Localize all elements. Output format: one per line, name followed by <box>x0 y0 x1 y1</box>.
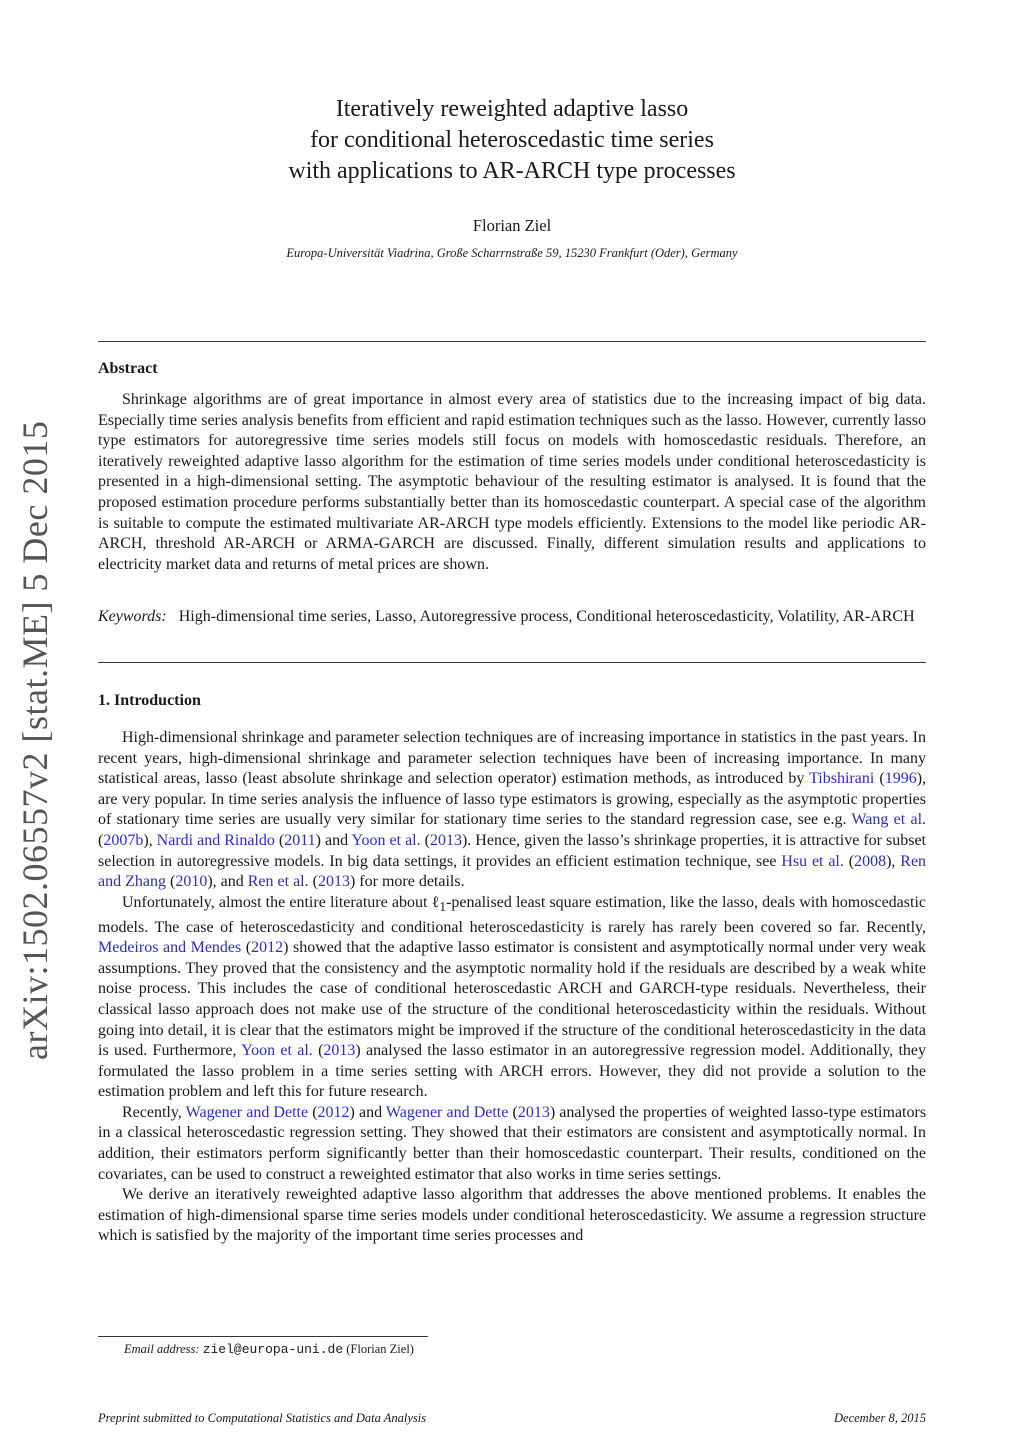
citation-link[interactable]: Nardi and Rinaldo <box>156 831 275 849</box>
intro-paragraph-3: Recently, Wagener and Dette (2012) and Wagener and Dette (2013) analysed the properties of weighted lasso-type estimators in a classical heteroscedastic regression setting. They showed that their estimators are consistent and asymptotically normal. In addition, their estimators perform significantly better than their homoscedastic counterpart. Their results, conditioned on the covariates, can be used to construct a reweighted estimator that also works in time series settings. <box>98 1103 927 1183</box>
citation-link[interactable]: 2011 <box>284 831 316 849</box>
citation-link[interactable]: 2008 <box>854 852 887 870</box>
intro-body <box>98 728 926 1247</box>
citation-link[interactable]: Yoon et al. <box>241 1042 313 1060</box>
top-rule <box>98 341 926 342</box>
arxiv-stamp: arXiv:1502.06557v2 [stat.ME] 5 Dec 2015 <box>15 420 55 1060</box>
email-link[interactable]: ziel@europa-uni.de <box>202 1342 344 1357</box>
title-line: for conditional heteroscedastic time series <box>310 127 714 153</box>
citation-link[interactable]: Wang et al. <box>851 811 927 829</box>
paper-title <box>98 94 926 187</box>
citation-link[interactable]: Medeiros and Mendes <box>98 939 242 957</box>
citation-link[interactable]: 1996 <box>884 770 917 788</box>
page-footer <box>98 1411 926 1426</box>
footer-date: December 8, 2015 <box>834 1411 926 1425</box>
keywords <box>98 607 926 628</box>
citation-link[interactable]: Wagener and Dette <box>185 1103 309 1121</box>
citation-link[interactable]: 2013 <box>317 873 350 891</box>
title-line: with applications to AR-ARCH type processes <box>288 158 736 184</box>
citation-link[interactable]: Yoon et al. <box>351 831 421 849</box>
title-line: Iteratively reweighted adaptive lasso <box>335 96 689 122</box>
intro-paragraph-2: Unfortunately, almost the entire literature about ℓ$_1$-penalised least square estimation, like the lasso, deals with homoscedastic models. The case of heteroscedasticity and conditional heteroscedasticity is rarely has rarely been covered so far. Recently, Medeiros and Mendes (2012) showed that the adaptive lasso estimator is consistent and asymptotically normal under very weak assumptions. They proved that the consistency and the asymptotic normality hold if the residuals are described by a weak white noise process. This includes the case of conditional heteroscedastic ARCH and GARCH-type residuals. Nevertheless, their classical lasso approach does not make use of the structure of the conditional heteroscedasticity within the residuals. Without going into detail, it is clear that the estimators might be improved if the structure of the conditional heteroscedasticity in the data is used. Furthermore, Yoon et al. (2013) analysed the lasso estimator in an autoregressive regression model. Additionally, they formulated the lasso problem in a time series setting with ARCH errors. However, they did not provide a solution to the estimation problem and left this for future research. <box>98 893 927 1101</box>
citation-link[interactable]: Ren et al. <box>247 873 309 891</box>
citation-link[interactable]: Hsu et al. <box>781 852 844 870</box>
citation-link[interactable]: 2012 <box>251 939 284 957</box>
citation-link[interactable]: 2013 <box>323 1042 356 1060</box>
abstract-body <box>98 390 926 575</box>
abstract-text: Shrinkage algorithms are of great importance in almost every area of statistics due to the increasing impact of big data. Especially time series analysis benefits from efficient and rapid estimation techniques such as the lasso. However, currently lasso type estimators for autoregressive time series models still focus on models with homoscedastic residuals. Therefore, an iteratively reweighted adaptive lasso algorithm for the estimation of time series models under conditional heteroscedasticity is presented in a high-dimensional setting. The asymptotic behaviour of the resulting estimator is analysed. It is found that the proposed estimation procedure performs substantially better than its homoscedastic counterpart. A special case of the algorithm is suitable to compute the estimated multivariate AR-ARCH type models efficiently. Extensions to the model like periodic AR-ARCH, threshold AR-ARCH or ARMA-GARCH are discussed. Finally, different simulation results and applications to electricity market data and returns of metal prices are shown. <box>98 391 926 573</box>
bottom-rule <box>98 662 926 663</box>
author-name: Florian Ziel <box>472 216 552 235</box>
citation-link[interactable]: 2013 <box>429 831 462 849</box>
intro-paragraph-1: High-dimensional shrinkage and parameter selection techniques are of increasing importance in statistics in the past years. In recent years, high-dimensional shrinkage and parameter selection techniques have been of increasing importance. In many statistical areas, lasso (least absolute shrinkage and selection operator) estimation methods, as introduced by Tibshirani (1996), are very popular. In time series analysis the influence of lasso type estimators is growing, especially as the asymptotic properties of stationary time series are usually very similar for stationary time series to the standard regression case, see e.g. Wang et al. (2007b), Nardi and Rinaldo (2011) and Yoon et al. (2013). Hence, given the lasso’s shrinkage properties, it is attractive for subset selection in autoregressive models. In big data settings, it provides an efficient estimation technique, see Hsu et al. (2008), Ren and Zhang (2010), and Ren et al. (2013) for more details. <box>98 729 927 891</box>
footnote-label: Email address: <box>124 1342 200 1356</box>
citation-link[interactable]: 2013 <box>517 1103 550 1121</box>
footnote-rule <box>98 1336 428 1337</box>
citation-link[interactable]: Wagener and Dette <box>385 1103 509 1121</box>
citation-link[interactable]: 2010 <box>175 873 208 891</box>
citation-link[interactable]: 2012 <box>317 1103 350 1121</box>
keywords-text: High-dimensional time series, Lasso, Autoregressive process, Conditional heteroscedasticity, Volatility, AR-ARCH <box>178 608 915 625</box>
keywords-label: Keywords: <box>98 608 167 625</box>
citation-link[interactable]: 2007b <box>103 831 144 849</box>
abstract-heading: Abstract <box>98 360 158 377</box>
footnote <box>124 1342 414 1357</box>
intro-paragraph-4: We derive an iteratively reweighted adaptive lasso algorithm that addresses the above mentioned problems. It enables the estimation of high-dimensional sparse time series models under conditional heteroscedasticity. We assume a regression structure which is satisfied by the majority of the important time series processes and <box>98 1186 926 1245</box>
author-affiliation: Europa-Universität Viadrina, Große Scharrnstraße 59, 15230 Frankfurt (Oder), Germany <box>286 246 738 260</box>
footer-journal: Preprint submitted to Computational Statistics and Data Analysis <box>98 1411 427 1425</box>
citation-link[interactable]: Ren and Zhang <box>98 852 927 891</box>
citation-link[interactable]: Tibshirani <box>809 770 875 788</box>
intro-heading: 1. Introduction <box>98 692 201 709</box>
footnote-name: (Florian Ziel) <box>346 1342 414 1356</box>
